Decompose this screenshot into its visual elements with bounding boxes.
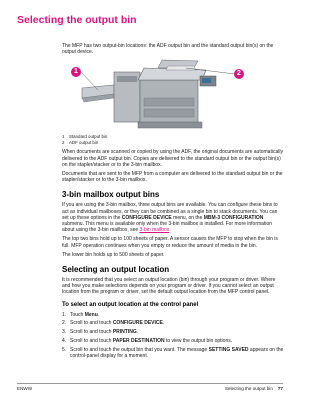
body-paragraph: It is recommended that you select an output location (bin) through your program or driver. Where and how you make selections depends on your program or driver. If you cannot select an output location from the program or driver, set the default output location from the MFP control panel. — [62, 277, 276, 296]
footer-left: ENWW — [17, 386, 33, 391]
list-item — [62, 329, 285, 335]
menu-name-configure-device: CONFIGURE DEVICE — [121, 214, 172, 221]
figure-legend — [62, 134, 285, 145]
page-number: 77 — [277, 386, 283, 391]
list-item — [62, 312, 285, 318]
intro-paragraph: The MFP has two output-bin locations: the ADF output bin and the standard output bin(s) on the output device. — [62, 43, 274, 56]
link-3-bin-mailbox[interactable]: 3-bin mailbox — [139, 227, 170, 234]
callout-1-badge: 1 — [71, 67, 81, 77]
step-number: 2. — [62, 320, 67, 327]
callout-2-badge: 2 — [234, 69, 244, 79]
footer-right — [225, 386, 283, 391]
text-run: Scroll to and touch — [70, 320, 113, 327]
step-text — [70, 347, 285, 359]
text-run: menu, on the — [171, 214, 204, 221]
footer-divider — [17, 383, 283, 384]
ui-label: CONFIGURE DEVICE — [112, 320, 163, 327]
text-run: Scroll to and touch — [70, 338, 113, 345]
text-run: Scroll to and touch the output bin that you want. The message — [70, 346, 209, 353]
subsection-heading: To select an output location at the control panel — [62, 301, 199, 308]
text-run: . — [97, 311, 100, 318]
legend-text: Standard output bin — [69, 134, 108, 140]
ui-label: SETTING SAVED — [208, 346, 249, 353]
list-item — [62, 347, 285, 359]
body-paragraph — [62, 202, 285, 233]
step-number: 5. — [62, 346, 67, 353]
body-paragraph: When documents are scanned or copied by using the ADF, the original documents are automatically delivered to the ADF output bin. Copies are delivered to the standard output bin or the output bin(s) on the stapler/stacker or to the 3-bin mailbox. — [62, 149, 283, 168]
text-run: . — [136, 329, 139, 336]
legend-text: ADF output bin — [69, 139, 99, 145]
body-paragraph: Documents that are sent to the MFP from a computer are delivered to the standard output bin or the stapler/stacker or to the 3-bin mailbox. — [62, 171, 283, 184]
section-heading-output-location: Selecting an output location — [62, 265, 170, 275]
step-text — [70, 312, 285, 318]
page-content — [62, 43, 285, 362]
step-number: 4. — [62, 338, 67, 345]
steps-list — [62, 312, 285, 360]
legend-number: 1 — [62, 134, 65, 140]
page-title: Selecting the output bin — [17, 14, 137, 26]
section-heading-3-bin-mailbox: 3-bin mailbox output bins — [62, 190, 160, 200]
step-text — [70, 338, 285, 344]
mfp-output-bins-illustration — [62, 58, 285, 132]
step-text — [70, 329, 285, 335]
body-paragraph: The top two bins hold up to 100 sheets of paper. A sensor causes the MFP to stop when the bin is full. MFP operation continues when you empty or reduce the amount of media in the bin. — [62, 236, 278, 249]
step-number: 1. — [62, 311, 67, 318]
text-run: Touch — [70, 311, 85, 318]
ui-label: PAPER DESTINATION — [112, 338, 165, 345]
step-number: 3. — [62, 329, 67, 336]
mfp-illustration — [62, 58, 285, 132]
text-run: appears on the control-panel display for a moment. — [70, 346, 284, 360]
legend-number: 2 — [62, 139, 65, 145]
text-run: If you are using the 3-bin mailbox, three output bins are available. You can configure these bins to act as individual mailboxes, or they can be combined as a single bin to stack documents. You can set up these options in the — [62, 202, 278, 221]
text-run: to view the output bin options. — [164, 338, 233, 345]
ui-label: PRINTING — [112, 329, 137, 336]
text-run: submenu. This menu is available only when the 3-bin mailbox is installed. For more information about using the 3-bin mailbox, see — [62, 221, 273, 234]
list-item — [62, 338, 285, 344]
text-run: . — [162, 320, 165, 327]
step-text — [70, 320, 285, 326]
text-run: . — [169, 227, 171, 234]
ui-label: Menu — [84, 311, 98, 318]
body-paragraph: The lower bin holds up to 500 sheets of paper. — [62, 251, 165, 258]
text-run: Scroll to and touch — [70, 329, 113, 336]
footer-section-title: Selecting the output bin — [224, 386, 273, 391]
list-item — [62, 320, 285, 326]
submenu-name-mbm-3-configuration: MBM-3 CONFIGURATION — [203, 214, 264, 221]
legend-item — [62, 140, 285, 146]
